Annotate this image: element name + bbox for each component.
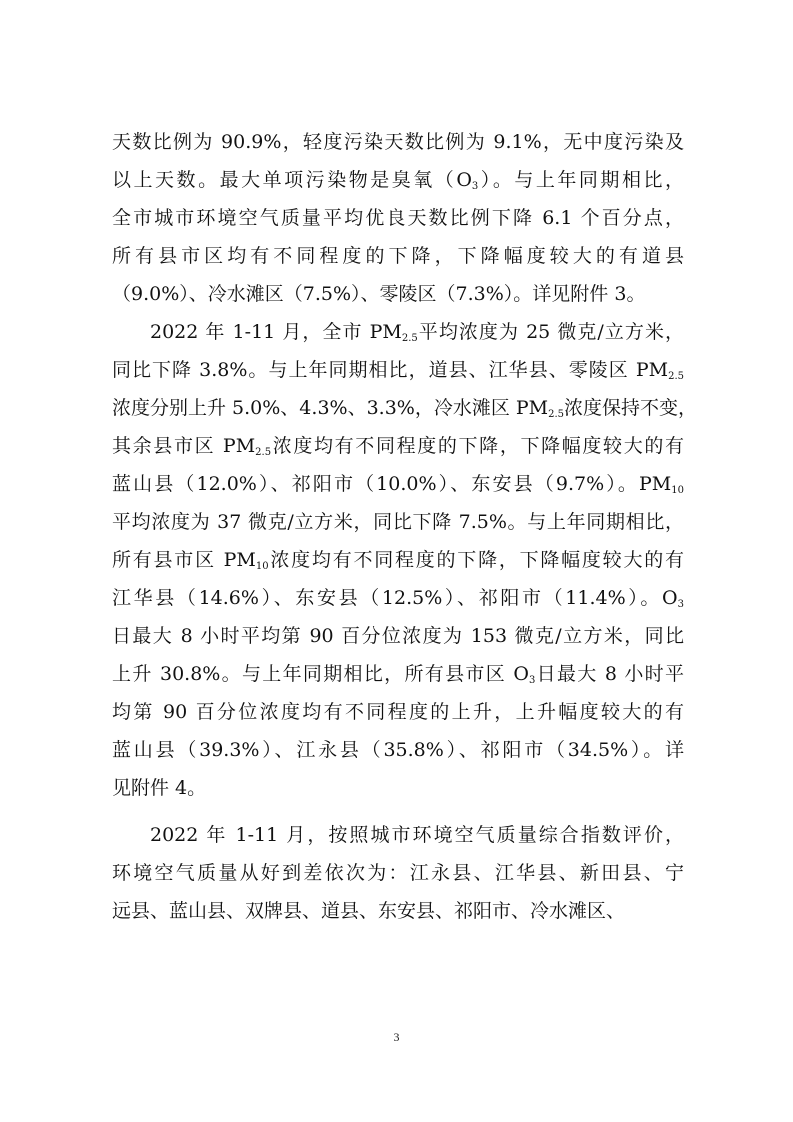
- text-line: [112, 427, 684, 465]
- page-number: 3: [393, 1030, 400, 1044]
- subscript: 10: [671, 485, 684, 496]
- text-line: [112, 465, 684, 503]
- text-run: 日最大 8 小时平: [535, 663, 684, 685]
- text-line: [112, 769, 684, 807]
- text-line: [112, 161, 684, 199]
- paragraph: [112, 313, 698, 807]
- text-run: 江华县（14.6%）、东安县（12.5%）、祁阳市（11.4%）。O: [112, 587, 678, 609]
- text-run: （9.0%）、冷水滩区（7.5%）、零陵区（7.3%）。详见附件 3。: [112, 283, 646, 305]
- subscript: 3: [677, 599, 684, 610]
- text-line: [112, 655, 684, 693]
- text-line: [112, 541, 684, 579]
- text-run: 2022 年 1-11 月，全市 PM: [150, 321, 402, 343]
- paragraph: [112, 123, 684, 313]
- document-body: [112, 123, 698, 930]
- text-run: 上升 30.8%。与上年同期相比，所有县市区 O: [112, 663, 529, 685]
- text-run: 其余县市区 PM: [112, 435, 256, 457]
- text-run: 浓度均有不同程度的下降，下降幅度较大的有: [268, 549, 684, 571]
- text-run: 浓度分别上升 5.0%、4.3%、3.3%，冷水滩区 PM: [112, 397, 549, 419]
- text-run: 平均浓度为 37 微克/立方米，同比下降 7.5%。与上年同期相比，: [112, 511, 684, 533]
- subscript: 2.5: [255, 447, 272, 458]
- paragraph: [112, 816, 684, 930]
- subscript: 2.5: [668, 371, 684, 382]
- text-line: [112, 237, 684, 275]
- text-line: [112, 731, 684, 769]
- text-line: [112, 693, 684, 731]
- text-run: 蓝山县（39.3%）、江永县（35.8%）、祁阳市（34.5%）。详: [112, 739, 684, 761]
- subscript: 2.5: [401, 333, 418, 344]
- subscript: 3: [528, 675, 536, 686]
- text-run: 蓝山县（12.0%）、祁阳市（10.0%）、东安县（9.7%）。PM: [112, 473, 672, 495]
- text-line: [112, 351, 684, 389]
- text-run: ）。与上年同期相比，: [478, 169, 684, 191]
- text-line: [112, 199, 684, 237]
- text-run: 浓度保持不变，: [564, 397, 698, 419]
- text-line: [112, 892, 684, 930]
- text-run: 见附件 4。: [112, 777, 207, 799]
- text-run: 全市城市环境空气质量平均优良天数比例下降 6.1 个百分点，: [112, 207, 684, 229]
- text-line: [112, 579, 684, 617]
- text-run: 天数比例为 90.9%，轻度污染天数比例为 9.1%，无中度污染及: [112, 131, 684, 153]
- text-run: 浓度均有不同程度的下降，下降幅度较大的有: [271, 435, 684, 457]
- text-line: [112, 617, 684, 655]
- text-run: 所有县市区 PM: [112, 549, 256, 571]
- text-run: 所有县市区均有不同程度的下降，下降幅度较大的有道县: [112, 245, 684, 267]
- text-run: 日最大 8 小时平均第 90 百分位浓度为 153 微克/立方米，同比: [112, 625, 684, 647]
- text-line: [112, 816, 684, 854]
- text-line: [112, 275, 684, 313]
- text-line: [112, 854, 684, 892]
- subscript: 10: [255, 561, 269, 572]
- paragraph-gap: [112, 807, 684, 816]
- text-run: 环境空气质量从好到差依次为：江永县、江华县、新田县、宁: [112, 862, 684, 884]
- text-run: 均第 90 百分位浓度均有不同程度的上升，上升幅度较大的有: [112, 701, 684, 723]
- subscript: 2.5: [548, 409, 565, 420]
- text-run: 2022 年 1-11 月，按照城市环境空气质量综合指数评价，: [150, 824, 684, 846]
- text-run: 以上天数。最大单项污染物是臭氧（O: [112, 169, 472, 191]
- text-run: 平均浓度为 25 微克/立方米，: [417, 321, 684, 343]
- text-run: 同比下降 3.8%。与上年同期相比，道县、江华县、零陵区 PM: [112, 359, 669, 381]
- subscript: 3: [471, 181, 479, 192]
- text-line: [112, 313, 684, 351]
- text-line: [112, 123, 684, 161]
- text-run: 远县、蓝山县、双牌县、道县、东安县、祁阳市、冷水滩区、: [112, 900, 626, 922]
- text-line: [112, 389, 698, 427]
- text-line: [112, 503, 684, 541]
